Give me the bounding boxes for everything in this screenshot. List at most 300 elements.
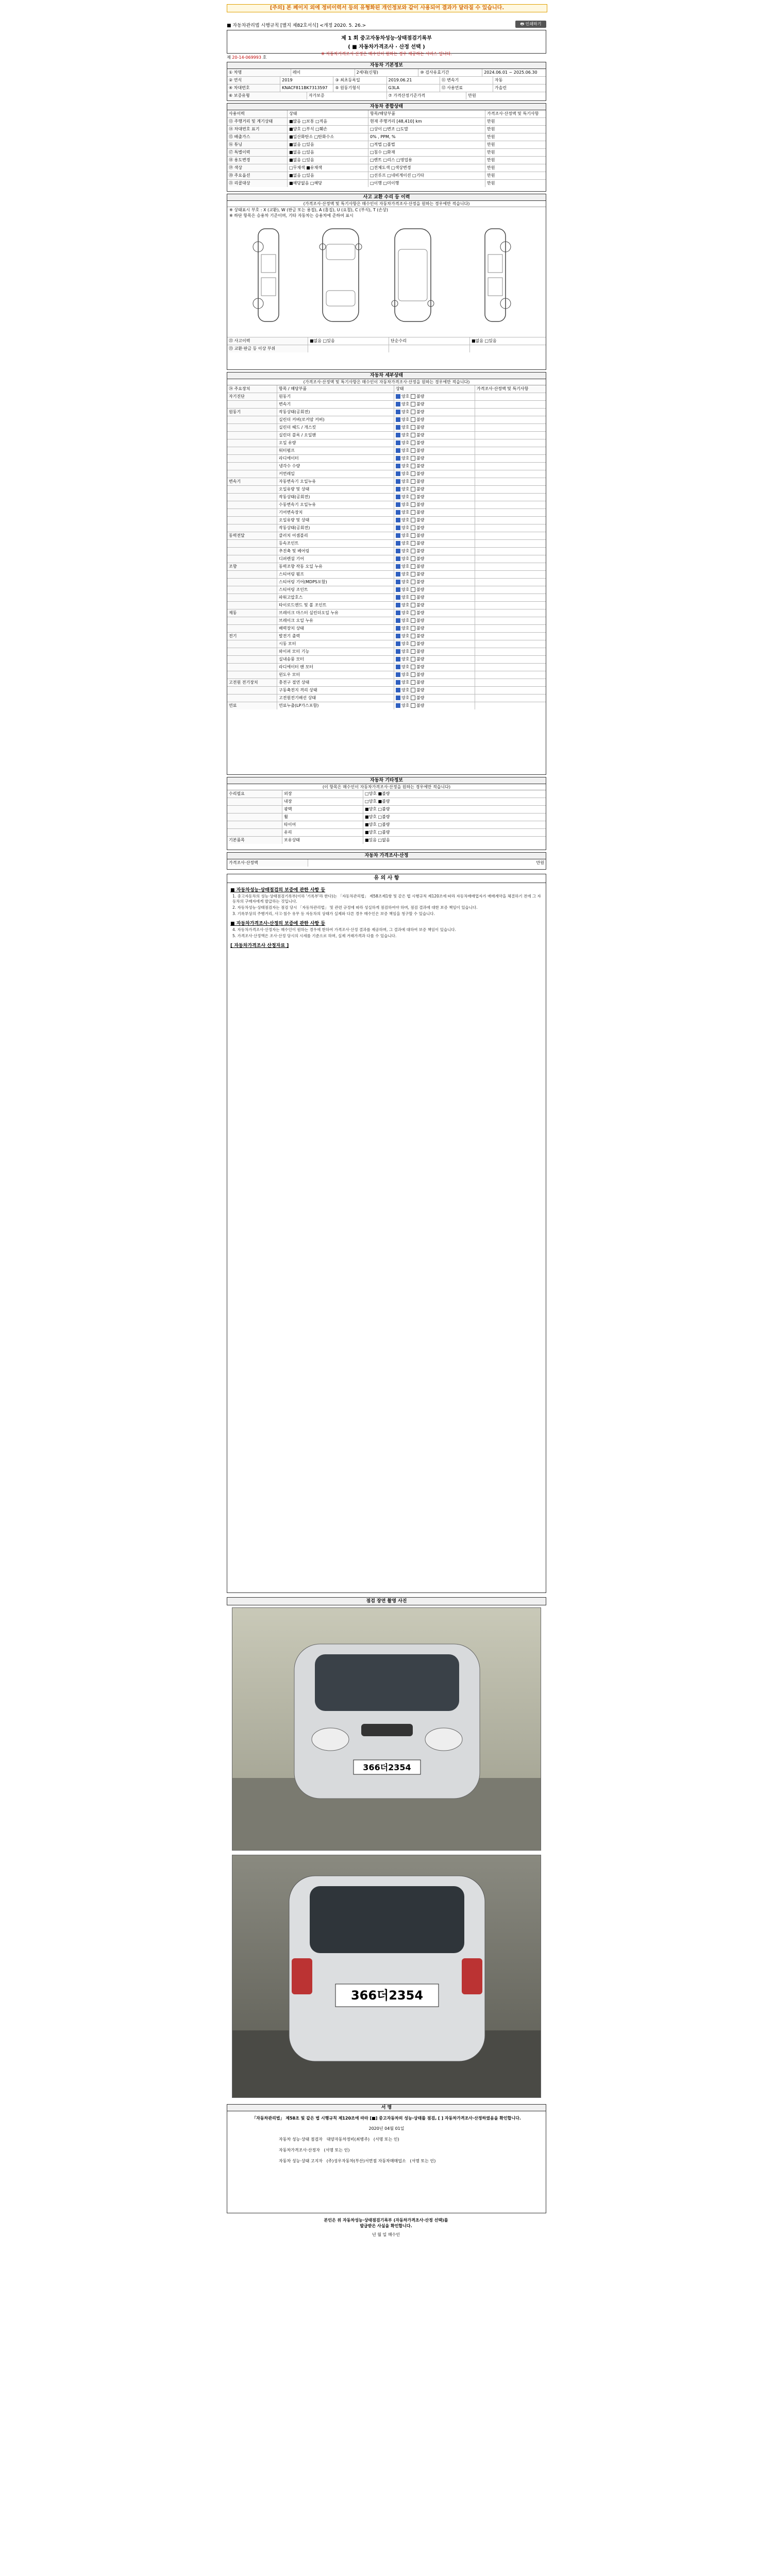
detail-item-name: 수동변속기 오일누유	[277, 501, 394, 509]
document-title: 제 1 회 중고자동차성능·상태점검기록부	[341, 36, 432, 41]
note-1: 1. 중고자동차의 성능·상태점검기록부(이하 '기록부'라 한다)는 「자동차관리법」 제58조제1항 및 같은 법 시행규칙 제120조에 따라 자동차매매업자가 매매계약을 체결하기 전에 그 자동차의 구매자에게 발급하는 것입니다.	[232, 894, 541, 904]
detail-item-name: 작동상태(공회전)	[277, 409, 394, 416]
status-row	[227, 133, 546, 141]
detail-item-price	[475, 393, 546, 400]
document-number	[227, 55, 266, 60]
detail-item-row	[227, 478, 546, 486]
status-cell: □전체도색 □색상변경	[368, 164, 485, 172]
other-info-grid	[227, 790, 546, 844]
detail-item-price	[475, 470, 546, 478]
other-info-cell: ■양호 □불량	[365, 807, 390, 811]
detail-item-row	[227, 509, 546, 517]
detail-group-name	[227, 401, 277, 408]
header-row	[227, 21, 546, 28]
other-info-cell: 보유상태	[282, 837, 363, 844]
detail-item-status: 양호 불량	[394, 524, 475, 532]
basic-info-cell: ③ 최초등록일	[333, 77, 386, 84]
status-row	[227, 118, 546, 126]
detail-group-name	[227, 439, 277, 447]
detail-item-name: 실린더 커버(로커암 커버)	[277, 416, 394, 423]
detail-item-price	[475, 648, 546, 655]
note-2: 2. 자동차성능·상태점검자는 점검 당시 「자동차관리법」 및 관련 규정에 따라 성실하게 점검하여야 하며, 점검 결과에 대한 보증 책임이 있습니다.	[232, 905, 478, 910]
detail-item-price	[475, 478, 546, 485]
status-cell: 만원	[487, 158, 495, 162]
detail-item-row	[227, 532, 546, 540]
detail-item-row	[227, 455, 546, 463]
seller-line	[227, 2158, 546, 2164]
detail-item-price	[475, 524, 546, 532]
detail-group-name	[227, 447, 277, 454]
status-cell: 항목/해당부품	[368, 110, 485, 117]
doc-no-suffix: 호	[262, 55, 267, 60]
footer-line-3: 년 월 일 매수인	[372, 2232, 400, 2237]
status-row	[227, 172, 546, 180]
status-cell: ⑳ 주요옵션	[227, 172, 288, 179]
status-cell: ⑱ 용도변경	[227, 157, 288, 164]
detail-item-status: 양호 불량	[394, 486, 475, 493]
status-cell: ■해당없음 □해당	[288, 180, 368, 187]
seller-value: (주)성우자동차(부산)서면점 자동차매매업소	[326, 2159, 406, 2163]
detail-item-name: 라디에이터 팬 모터	[277, 664, 394, 671]
basic-info-cell: 만원	[468, 93, 476, 98]
detail-item-status: 양호 불량	[394, 687, 475, 694]
detail-item-price	[475, 617, 546, 624]
warning-banner: [주의] 본 페이지 외에 정비이력서 등의 유형화된 개인정보와 같이 사용되어 결과가 달라질 수 있습니다.	[227, 4, 547, 12]
accident-cell: ■없음 □있음	[472, 338, 497, 343]
detail-item-status: 양호 불량	[394, 563, 475, 570]
detail-item-price	[475, 463, 546, 470]
note-5: 5. 가격조사·산정액은 조사·산정 당시의 시세를 기준으로 하며, 실제 거래가격과 다를 수 있습니다.	[232, 934, 397, 938]
rear-car-illustration	[232, 1855, 541, 2097]
basic-info-cell: 2024.06.01 ~ 2025.06.30	[484, 70, 537, 75]
detail-item-status: 양호 불량	[394, 617, 475, 624]
detail-group-name	[227, 602, 277, 609]
car-diagram	[227, 218, 546, 337]
status-cell: ■일산화탄소 □탄화수소	[288, 133, 368, 141]
detail-item-price	[475, 687, 546, 694]
detail-item-price	[475, 455, 546, 462]
detail-item-name: 스티어링 조인트	[277, 586, 394, 594]
accident-cell: ㉓ 교환·판금 등 이상 부위	[227, 345, 308, 352]
detail-item-status: 양호 불량	[394, 664, 475, 671]
detail-item-name: 연료누출(LP가스포함)	[277, 702, 394, 709]
detail-section	[227, 372, 546, 775]
front-car-illustration	[232, 1608, 541, 1850]
status-cell: 만원	[487, 119, 495, 124]
detail-group-name	[227, 463, 277, 470]
detail-item-name: 디퍼렌셜 기어	[277, 555, 394, 563]
detail-item-status: 양호 불량	[394, 694, 475, 702]
detail-item-name: 타이로드엔드 및 볼 조인트	[277, 602, 394, 609]
basic-info-cell: ⑫ 사용연료	[440, 84, 493, 92]
status-cell: ⑮ 배출가스	[227, 133, 288, 141]
detail-item-name: 배력장치 상태	[277, 625, 394, 632]
front-photo	[232, 1607, 541, 1851]
detail-item-name: 변속기	[277, 401, 394, 408]
inspector-value: 대양자동차정비(최병주)	[326, 2137, 370, 2142]
other-info-cell: 휠	[282, 814, 363, 821]
detail-item-row	[227, 563, 546, 571]
detail-group-name	[227, 694, 277, 702]
accident-cell	[470, 345, 546, 352]
price-total-label: 가격조사·산정액	[227, 859, 308, 867]
detail-item-name: 라디에이터	[277, 455, 394, 462]
accident-cell: ㉒ 사고이력	[227, 337, 308, 345]
appraiser-label: 자동차가격조사·산정자	[279, 2148, 320, 2153]
diagram-subtitle: (가격조사·산정액 및 특기사항은 매수인이 자동차가격조사·산정을 원하는 경우에만 적습니다)	[227, 201, 546, 207]
accident-cell	[389, 345, 470, 352]
detail-item-name: 클러치 어셈블리	[277, 532, 394, 539]
detail-group-name	[227, 671, 277, 679]
status-cell: 만원	[487, 150, 495, 155]
detail-item-row	[227, 679, 546, 687]
status-cell: 상태	[288, 110, 368, 117]
detail-header-cell: 상태	[394, 385, 475, 393]
status-cell: 만원	[487, 173, 495, 178]
detail-item-name: 발전기 출력	[277, 633, 394, 640]
detail-item-row	[227, 517, 546, 524]
detail-item-price	[475, 664, 546, 671]
detail-item-name: 고전원전기배선 상태	[277, 694, 394, 702]
detail-item-row	[227, 602, 546, 609]
detail-item-name: 스티어링 펌프	[277, 571, 394, 578]
status-cell: ■양호 □부식 □훼손	[288, 126, 368, 133]
other-info-cell: 타이어	[282, 821, 363, 828]
sign-statement: 「자동차관리법」 제58조 및 같은 법 시행규칙 제120조에 따라 [■] 중고자동차의 성능·상태를 점검, [ ] 자동차가격조사·산정하였음을 확인합니다.	[252, 2116, 521, 2121]
rear-plate: 366더2354	[350, 1988, 424, 2003]
detail-group-name	[227, 517, 277, 524]
detail-item-name: 오일 유량	[277, 439, 394, 447]
detail-item-price	[475, 509, 546, 516]
detail-item-name: 자동변속기 오일누유	[277, 478, 394, 485]
status-cell: □선루프 □네비게이션 □기타	[368, 172, 485, 179]
basic-info-cell: 2019.06.21	[387, 77, 440, 84]
inspection-record	[227, 21, 546, 2370]
detail-item-price	[475, 571, 546, 578]
status-row	[227, 149, 546, 157]
detail-group-name: 동력전달	[227, 532, 277, 539]
doc-no-value: 20-14-069993	[232, 55, 261, 60]
detail-item-status: 양호 불량	[394, 702, 475, 709]
detail-group-name: 연료	[227, 702, 277, 709]
detail-item-price	[475, 447, 546, 454]
detail-item-status: 양호 불량	[394, 656, 475, 663]
detail-item-row	[227, 416, 546, 424]
detail-item-price	[475, 671, 546, 679]
detail-item-status: 양호 불량	[394, 586, 475, 594]
status-cell: ⑰ 특별이력	[227, 149, 288, 156]
detail-item-price	[475, 532, 546, 539]
detail-item-status: 양호 불량	[394, 478, 475, 485]
inspector-line	[227, 2137, 546, 2142]
status-cell: 사용이력	[227, 110, 288, 117]
basic-info-grid	[227, 69, 546, 99]
detail-item-name: 윈도우 모터	[277, 671, 394, 679]
detail-subtitle: (가격조사·산정액 및 특기사항은 매수인이 자동차가격조사·산정을 원하는 경우에만 적습니다)	[227, 379, 546, 385]
other-info-cell	[227, 806, 282, 813]
detail-group-name	[227, 571, 277, 578]
price-title: 자동차 가격조사·산정	[227, 853, 546, 859]
detail-item-row	[227, 648, 546, 656]
other-info-cell	[227, 829, 282, 836]
status-cell: 만원	[487, 181, 495, 185]
detail-group-name: 자기진단	[227, 393, 277, 400]
detail-item-name: 브레이크 마스터 실린더오일 누유	[277, 609, 394, 617]
sign-title: 서 명	[227, 2105, 546, 2111]
rear-photo	[232, 1855, 541, 2098]
detail-header-cell: ㉔ 주요장치	[227, 385, 277, 393]
detail-group-name	[227, 656, 277, 663]
sign-date: 2020년 04월 01일	[368, 2126, 405, 2131]
basic-info-cell: ④ 차대번호	[227, 84, 280, 92]
status-cell: ㉑ 리콜대상	[227, 180, 288, 187]
detail-item-status: 양호 불량	[394, 401, 475, 408]
detail-item-row	[227, 486, 546, 494]
other-info-cell	[227, 814, 282, 821]
detail-item-price	[475, 563, 546, 570]
detail-item-price	[475, 609, 546, 617]
detail-group-name	[227, 548, 277, 555]
basic-info-cell: G3LA	[387, 84, 440, 92]
detail-item-row	[227, 640, 546, 648]
detail-item-price	[475, 594, 546, 601]
detail-item-price	[475, 548, 546, 555]
status-cell: 만원	[487, 134, 495, 139]
other-info-row	[227, 806, 546, 814]
detail-group-name	[227, 687, 277, 694]
detail-item-status: 양호 불량	[394, 494, 475, 501]
detail-item-price	[475, 586, 546, 594]
status-grid	[227, 110, 546, 187]
other-info-cell: ■양호 □불량	[365, 815, 390, 819]
detail-group-name	[227, 486, 277, 493]
detail-group-name: 조향	[227, 563, 277, 570]
detail-item-row	[227, 625, 546, 633]
detail-item-row	[227, 401, 546, 409]
accident-cell	[308, 345, 389, 352]
detail-item-status: 양호 불량	[394, 432, 475, 439]
status-cell: □침수 □화재	[368, 149, 485, 156]
diagram-title: 사고 교환 수리 등 이력	[227, 194, 546, 201]
detail-item-price	[475, 494, 546, 501]
other-info-row	[227, 837, 546, 844]
note-3: 3. 기록부상의 주행거리, 사고·침수 유무 등 자동차의 상태가 실제와 다른 경우 매수인은 보증 책임을 청구할 수 있습니다.	[232, 911, 435, 916]
status-cell: ⑬ 주행거리 및 계기상태	[227, 118, 288, 125]
other-info-row	[227, 790, 546, 798]
detail-group-name	[227, 540, 277, 547]
other-info-row	[227, 814, 546, 821]
detail-item-price	[475, 702, 546, 709]
inspector-label: 자동차 성능·상태 점검자	[279, 2137, 323, 2142]
car-left-side-diagram	[243, 224, 294, 327]
status-row	[227, 164, 546, 172]
accident-row	[227, 337, 546, 345]
seller-label: 자동차 성능·상태 고지자	[279, 2159, 323, 2163]
detail-group-name	[227, 586, 277, 594]
detail-item-row	[227, 393, 546, 401]
detail-item-row	[227, 617, 546, 625]
detail-item-name: 오일유량 및 상태	[277, 517, 394, 524]
detail-item-name: 파워고압호스	[277, 594, 394, 601]
detail-item-price	[475, 602, 546, 609]
detail-item-price	[475, 409, 546, 416]
status-cell: ■많음 □보통 □적음	[288, 118, 368, 125]
basic-info-cell: KNACF811BK7313597	[280, 84, 333, 92]
detail-group-name	[227, 501, 277, 509]
detail-item-status: 양호 불량	[394, 602, 475, 609]
accident-row	[227, 345, 546, 352]
detail-item-row	[227, 424, 546, 432]
basic-info-row	[227, 69, 546, 77]
detail-item-status: 양호 불량	[394, 571, 475, 578]
diagram-legend-2: ※ 하단 항목은 승용차 기준이며, 기타 자동차는 승용차에 준하여 표시	[229, 213, 354, 218]
detail-grid	[227, 385, 546, 709]
detail-item-status: 양호 불량	[394, 648, 475, 655]
status-row	[227, 180, 546, 187]
detail-item-row	[227, 656, 546, 664]
detail-item-row	[227, 571, 546, 579]
status-cell: ⑯ 튜닝	[227, 141, 288, 148]
basic-info-cell: 레이	[291, 69, 355, 76]
printer-icon: 🖶	[520, 22, 526, 26]
status-cell: ⑲ 색상	[227, 164, 288, 172]
basic-info-cell: ⑩ 검사유효기간	[418, 69, 482, 76]
status-row	[227, 110, 546, 118]
basic-info-row	[227, 77, 546, 84]
inspector-sign: (서명 또는 인)	[373, 2137, 399, 2142]
notes-section-1: ■ 자동차성능·상태점검의 보증에 관한 사항 등	[230, 888, 326, 893]
detail-group-name: 변속기	[227, 478, 277, 485]
detail-item-name: 실린더 헤드 / 개스킷	[277, 424, 394, 431]
detail-group-name	[227, 664, 277, 671]
status-cell: 만원	[487, 165, 495, 170]
status-cell: □렌트 □리스 □영업용	[368, 157, 485, 164]
title-box	[227, 30, 546, 54]
detail-item-name: 충전구 절연 상태	[277, 679, 394, 686]
detail-item-row	[227, 447, 546, 455]
detail-item-status: 양호 불량	[394, 424, 475, 431]
status-cell: ⑭ 차대번호 표기	[227, 126, 288, 133]
detail-item-price	[475, 679, 546, 686]
detail-header-row	[227, 385, 546, 393]
basic-info-cell: 자동	[494, 78, 503, 82]
accident-cell: ■없음 □있음	[308, 337, 389, 345]
detail-item-name: 브레이크 오일 누유	[277, 617, 394, 624]
basic-info-cell: ⑪ 변속기	[440, 77, 493, 84]
other-info-row	[227, 829, 546, 837]
detail-group-name	[227, 617, 277, 624]
detail-item-name: 실내송풍 모터	[277, 656, 394, 663]
car-right-side-diagram	[469, 224, 521, 327]
detail-item-name: 구동축전지 격리 상태	[277, 687, 394, 694]
detail-item-price	[475, 501, 546, 509]
footer-line-2: 발급받은 사실을 확인합니다.	[360, 2224, 412, 2228]
other-info-cell: □양호 ■불량	[365, 799, 390, 804]
doc-no-label: 제	[227, 55, 231, 60]
detail-item-row	[227, 548, 546, 555]
detail-item-status: 양호 불량	[394, 532, 475, 539]
detail-item-name: 시동 모터	[277, 640, 394, 648]
detail-item-status: 양호 불량	[394, 671, 475, 679]
detail-item-name: 스티어링 기어(MDPS포함)	[277, 579, 394, 586]
notes-section-2: ■ 자동차가격조사·산정의 보증에 관한 사항 등	[230, 921, 326, 926]
diagram-legend: ※ 상태표시 부호 : X (교환), W (판금 또는 용접), A (흠집), U (요철), C (부식), T (손상)	[229, 208, 389, 212]
detail-item-row	[227, 470, 546, 478]
detail-item-name: 등속조인트	[277, 540, 394, 547]
detail-group-name	[227, 640, 277, 648]
status-cell: ■없음 □있음	[288, 157, 368, 164]
basic-info-section	[227, 62, 546, 101]
other-info-cell: □양호 ■불량	[365, 791, 390, 796]
detail-item-price	[475, 579, 546, 586]
basic-info-cell: ⑤ 원동기형식	[333, 84, 386, 92]
detail-group-name: 고전원 전기장치	[227, 679, 277, 686]
detail-group-name	[227, 579, 277, 586]
detail-item-price	[475, 540, 546, 547]
basic-info-cell: ⑥ 보증유형	[227, 92, 307, 99]
detail-item-status: 양호 불량	[394, 679, 475, 686]
status-section	[227, 103, 546, 192]
detail-item-status: 양호 불량	[394, 393, 475, 400]
detail-item-status: 양호 불량	[394, 633, 475, 640]
detail-item-row	[227, 439, 546, 447]
status-row	[227, 157, 546, 164]
basic-info-cell: 2019	[280, 77, 333, 84]
detail-item-status: 양호 불량	[394, 540, 475, 547]
other-info-cell: 수리필요	[227, 790, 282, 798]
other-info-cell: 유리	[282, 829, 363, 836]
detail-item-status: 양호 불량	[394, 594, 475, 601]
detail-item-row	[227, 579, 546, 586]
basic-info-cell: 자가보증	[307, 92, 387, 99]
detail-group-name: 전기	[227, 633, 277, 640]
other-info-cell: ■있음 □없음	[365, 838, 390, 842]
document-notice: ※ 자동차가격조사·산정은 매수인이 원하는 경우 제공하는 서비스 입니다.	[321, 52, 452, 56]
detail-item-row	[227, 694, 546, 702]
other-info-cell: 외장	[282, 790, 363, 798]
other-info-cell: 광택	[282, 806, 363, 813]
basic-info-title: 자동차 기본정보	[227, 62, 546, 69]
detail-item-price	[475, 555, 546, 563]
basic-info-cell: ⑦ 가격산정기준가격	[387, 92, 467, 99]
status-cell: ■없음 □있음	[288, 141, 368, 148]
note-4: 4. 자동차가격조사·산정자는 매수인이 원하는 경우에 한하여 가격조사·산정 결과를 제공하며, 그 결과에 대하여 보증 책임이 있습니다.	[232, 927, 457, 932]
detail-item-row	[227, 664, 546, 671]
detail-item-price	[475, 439, 546, 447]
detail-item-row	[227, 671, 546, 679]
price-section	[227, 852, 546, 870]
detail-item-price	[475, 486, 546, 493]
detail-item-status: 양호 불량	[394, 555, 475, 563]
car-top-front-diagram	[315, 224, 366, 327]
detail-item-row	[227, 702, 546, 709]
notes-title: 유 의 사 항	[227, 874, 546, 883]
detail-item-row	[227, 687, 546, 694]
detail-item-name: 커먼레일	[277, 470, 394, 478]
print-button[interactable]	[515, 21, 546, 28]
detail-item-status: 양호 불량	[394, 416, 475, 423]
detail-item-name: 와이퍼 모터 기능	[277, 648, 394, 655]
status-title: 자동차 종합상태	[227, 104, 546, 110]
detail-item-status: 양호 불량	[394, 509, 475, 516]
detail-group-name: 원동기	[227, 409, 277, 416]
detail-group-name: 제동	[227, 609, 277, 617]
other-info-cell: ■양호 □불량	[365, 830, 390, 835]
detail-item-name: 작동상태(공회전)	[277, 524, 394, 532]
detail-group-name	[227, 524, 277, 532]
detail-item-price	[475, 416, 546, 423]
detail-item-price	[475, 625, 546, 632]
